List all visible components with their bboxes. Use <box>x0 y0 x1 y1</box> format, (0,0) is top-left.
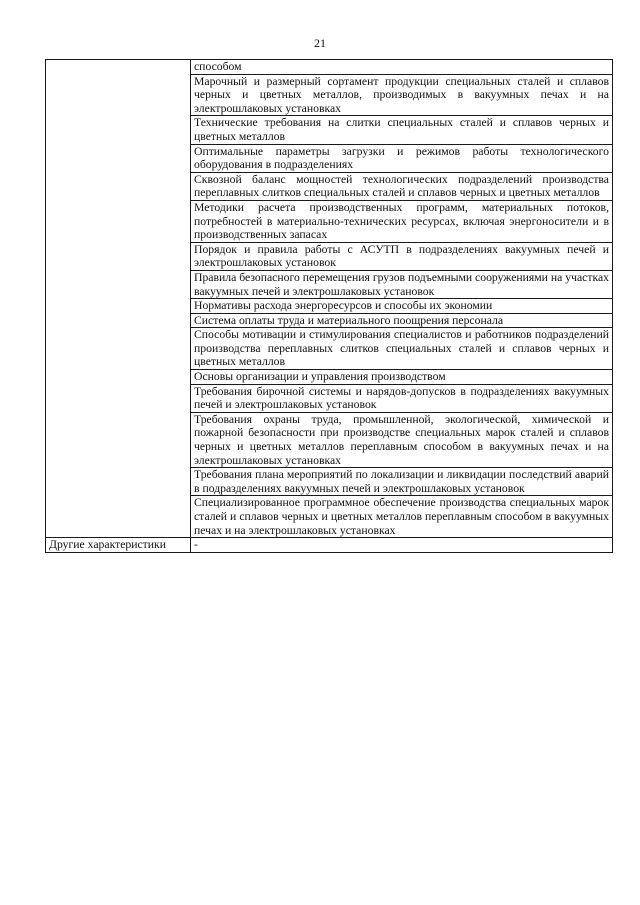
cell-text: Порядок и правила работы с АСУТП в подразделениях вакуумных печей и электрошлаковых установок <box>194 242 609 270</box>
table-cell <box>191 270 613 298</box>
table-cell <box>191 74 613 116</box>
other-characteristics-value: - <box>191 538 613 553</box>
table-row-other-characteristics <box>46 538 613 553</box>
requirements-table <box>45 59 613 553</box>
cell-text: Сквозной баланс мощностей технологических подразделений производства переплавных слитков специальных сталей и сплавов черных и цветных металлов <box>194 172 609 200</box>
table-cell <box>191 496 613 538</box>
table-cell <box>191 313 613 328</box>
cell-text: Требования плана мероприятий по локализации и ликвидации последствий аварий в подразделениях вакуумных печей и электрошлаковых установок <box>194 468 609 495</box>
table-cell <box>191 200 613 242</box>
left-merged-cell <box>46 60 191 538</box>
cell-text: Система оплаты труда и материального поощрения персонала <box>194 313 504 327</box>
table-cell <box>191 328 613 370</box>
table-cell <box>191 384 613 412</box>
cell-text: Требования охраны труда, промышленной, экологической, химической и пожарной безопасности при производстве специальных марок сталей и сплавов черных и цветных металлов переплавным способом в вакуумных печах и на электрошлаковых установках <box>194 412 609 467</box>
table-cell <box>191 299 613 314</box>
cell-text: Способы мотивации и стимулирования специалистов и работников подразделений производства переплавных слитков специальных сталей и сплавов черных и цветных металлов <box>194 328 609 369</box>
cell-text: Правила безопасного перемещения грузов подъемными сооружениями на участках вакуумных печей и электрошлаковых установок <box>194 270 609 298</box>
cell-text: способом <box>194 60 242 73</box>
cell-text: Нормативы расхода энергоресурсов и способы их экономии <box>194 299 493 313</box>
table-cell <box>191 172 613 200</box>
table-cell <box>191 468 613 496</box>
table-cell <box>191 144 613 172</box>
cell-text: Специализированное программное обеспечение производства специальных марок сталей и сплавов черных и цветных металлов переплавным способом в вакуумных печах и на электрошлаковых установках <box>194 496 609 537</box>
cell-text: Марочный и размерный сортамент продукции специальных сталей и сплавов черных и цветных металлов, производимых в вакуумных печах и на электрошлаковых установках <box>194 74 609 115</box>
table-cell <box>191 242 613 270</box>
table-row <box>46 60 613 75</box>
table-cell <box>191 412 613 467</box>
table-cell <box>191 116 613 144</box>
cell-text: Оптимальные параметры загрузки и режимов работы технологического оборудования в подразделениях <box>194 144 609 172</box>
table-cell <box>191 370 613 385</box>
page-number: 21 <box>314 36 326 50</box>
cell-text: Требования бирочной системы и нарядов-допусков в подразделениях вакуумных печей и электрошлаковых установок <box>194 384 609 412</box>
other-characteristics-label: Другие характеристики <box>46 538 191 553</box>
cell-text: Основы организации и управления производством <box>194 370 446 384</box>
cell-text: Методики расчета производственных программ, материальных потоков, потребностей в материально-технических ресурсах, включая энергоносители и в производственных запасах <box>194 200 609 242</box>
cell-text: Технические требования на слитки специальных сталей и сплавов черных и цветных металлов <box>194 116 609 143</box>
table-cell <box>191 60 613 75</box>
